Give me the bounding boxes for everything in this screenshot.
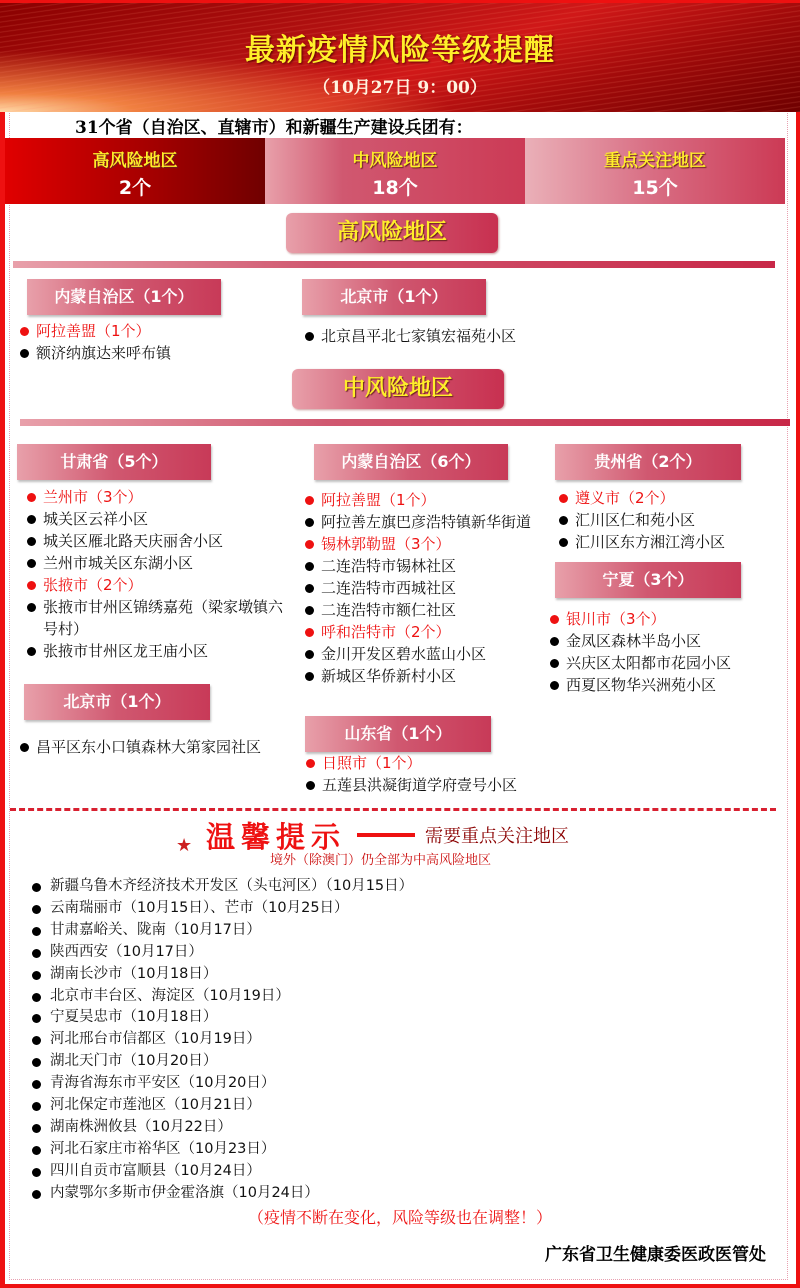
list-item: 新城区华侨新村小区	[303, 665, 543, 687]
tips-subtitle: 需要重点关注地区	[425, 826, 569, 847]
update-datetime: （10月27日 9：00）	[313, 78, 487, 98]
list-item: 河北邢台市信都区（10月19日）	[30, 1029, 413, 1051]
list-item: 北京市丰台区、海淀区（10月19日）	[30, 986, 413, 1008]
list-item-city: 呼和浩特市（2个）	[303, 621, 543, 643]
header-banner	[0, 0, 800, 112]
list-item: 宁夏吴忠市（10月18日）	[30, 1007, 413, 1029]
list-item: 阿拉善左旗巴彦浩特镇新华街道	[303, 511, 543, 533]
focus-area-list	[30, 876, 413, 1205]
area-list	[303, 325, 516, 347]
risk-summary	[5, 138, 785, 204]
list-item: 汇川区仁和苑小区	[557, 509, 792, 531]
list-item: 湖北天门市（10月20日）	[30, 1051, 413, 1073]
list-item: 青海省海东市平安区（10月20日）	[30, 1073, 413, 1095]
list-item: 金凤区森林半岛小区	[548, 630, 793, 652]
area-list	[548, 608, 793, 696]
list-item: 二连浩特市锡林社区	[303, 555, 543, 577]
list-item-city: 张掖市（2个）	[25, 574, 287, 596]
list-item: 河北保定市莲池区（10月21日）	[30, 1095, 413, 1117]
issuing-organization: 广东省卫生健康委医政医管处	[545, 1245, 766, 1265]
dashed-divider	[10, 808, 776, 811]
page-title: 最新疫情风险等级提醒	[245, 33, 555, 68]
list-item: 汇川区东方湘江湾小区	[557, 531, 792, 553]
section-title-high-risk: 高风险地区	[286, 213, 498, 253]
list-item: 城关区雁北路天庆丽舍小区	[25, 530, 287, 552]
area-list	[557, 487, 792, 553]
list-item: 湖南株洲攸县（10月22日）	[30, 1117, 413, 1139]
star-icon: ★	[176, 835, 193, 856]
list-item: 五莲县洪凝街道学府壹号小区	[304, 774, 584, 796]
list-item: 新疆乌鲁木齐经济技术开发区（头屯河区）（10月15日）	[30, 876, 413, 898]
province-header: 宁夏（3个）	[555, 562, 741, 598]
list-item-city: 兰州市（3个）	[25, 486, 287, 508]
summary-label: 重点关注地区	[604, 151, 706, 171]
list-item-city: 锡林郭勒盟（3个）	[303, 533, 543, 555]
province-header: 内蒙自治区（6个）	[314, 444, 508, 480]
province-header: 内蒙自治区（1个）	[27, 279, 221, 315]
list-item-city: 阿拉善盟（1个）	[303, 489, 543, 511]
list-item: 云南瑞丽市（10月15日）、芒市（10月25日）	[30, 898, 413, 920]
list-item-city: 银川市（3个）	[548, 608, 793, 630]
list-item: 兴庆区太阳都市花园小区	[548, 652, 793, 674]
list-item: 张掖市甘州区锦绣嘉苑（梁家墩镇六号村）	[25, 596, 287, 640]
summary-mid-risk	[265, 138, 525, 204]
summary-count: 2个	[118, 177, 152, 199]
intro-text: 31个省（自治区、直辖市）和新疆生产建设兵团有：	[75, 118, 473, 138]
province-header: 贵州省（2个）	[555, 444, 741, 480]
summary-count: 18个	[372, 177, 418, 199]
section-divider	[20, 419, 790, 426]
list-item: 西夏区物华兴洲苑小区	[548, 674, 793, 696]
summary-focus-areas	[525, 138, 785, 204]
list-item: 北京昌平北七家镇宏福苑小区	[303, 325, 516, 347]
list-item: 甘肃嘉峪关、陇南（10月17日）	[30, 920, 413, 942]
list-item: 二连浩特市西城社区	[303, 577, 543, 599]
list-item: 城关区云祥小区	[25, 508, 287, 530]
footer-note: （疫情不断在变化，风险等级也在调整！）	[247, 1208, 552, 1227]
list-item-city: 日照市（1个）	[304, 752, 584, 774]
section-title-mid-risk: 中风险地区	[292, 369, 504, 409]
province-header: 北京市（1个）	[24, 684, 210, 720]
area-list	[18, 320, 171, 364]
list-item: 河北石家庄市裕华区（10月23日）	[30, 1139, 413, 1161]
summary-label: 中风险地区	[352, 151, 438, 171]
summary-label: 高风险地区	[92, 151, 178, 171]
list-item: 湖南长沙市（10月18日）	[30, 964, 413, 986]
area-list	[303, 489, 543, 687]
province-header: 山东省（1个）	[305, 716, 491, 752]
area-list	[304, 752, 584, 796]
list-item: 张掖市甘州区龙王庙小区	[25, 640, 287, 662]
province-header: 北京市（1个）	[302, 279, 486, 315]
tips-note: 境外（除澳门）仍全部为中高风险地区	[270, 853, 492, 868]
list-item: 昌平区东小口镇森林大第家园社区	[18, 736, 268, 758]
list-item-city: 遵义市（2个）	[557, 487, 792, 509]
list-item: 陕西西安（10月17日）	[30, 942, 413, 964]
list-item-city: 阿拉善盟（1个）	[18, 320, 171, 342]
tips-title: 温馨提示	[206, 820, 347, 854]
province-header: 甘肃省（5个）	[17, 444, 211, 480]
title-dash	[357, 833, 415, 837]
list-item: 内蒙鄂尔多斯市伊金霍洛旗（10月24日）	[30, 1183, 413, 1205]
list-item: 金川开发区碧水蓝山小区	[303, 643, 543, 665]
summary-count: 15个	[632, 177, 678, 199]
list-item: 二连浩特市额仁社区	[303, 599, 543, 621]
list-item: 四川自贡市富顺县（10月24日）	[30, 1161, 413, 1183]
section-divider	[13, 261, 775, 268]
area-list	[25, 486, 287, 662]
area-list	[18, 736, 268, 758]
list-item: 兰州市城关区东湖小区	[25, 552, 287, 574]
summary-high-risk	[5, 138, 265, 204]
list-item: 额济纳旗达来呼布镇	[18, 342, 171, 364]
